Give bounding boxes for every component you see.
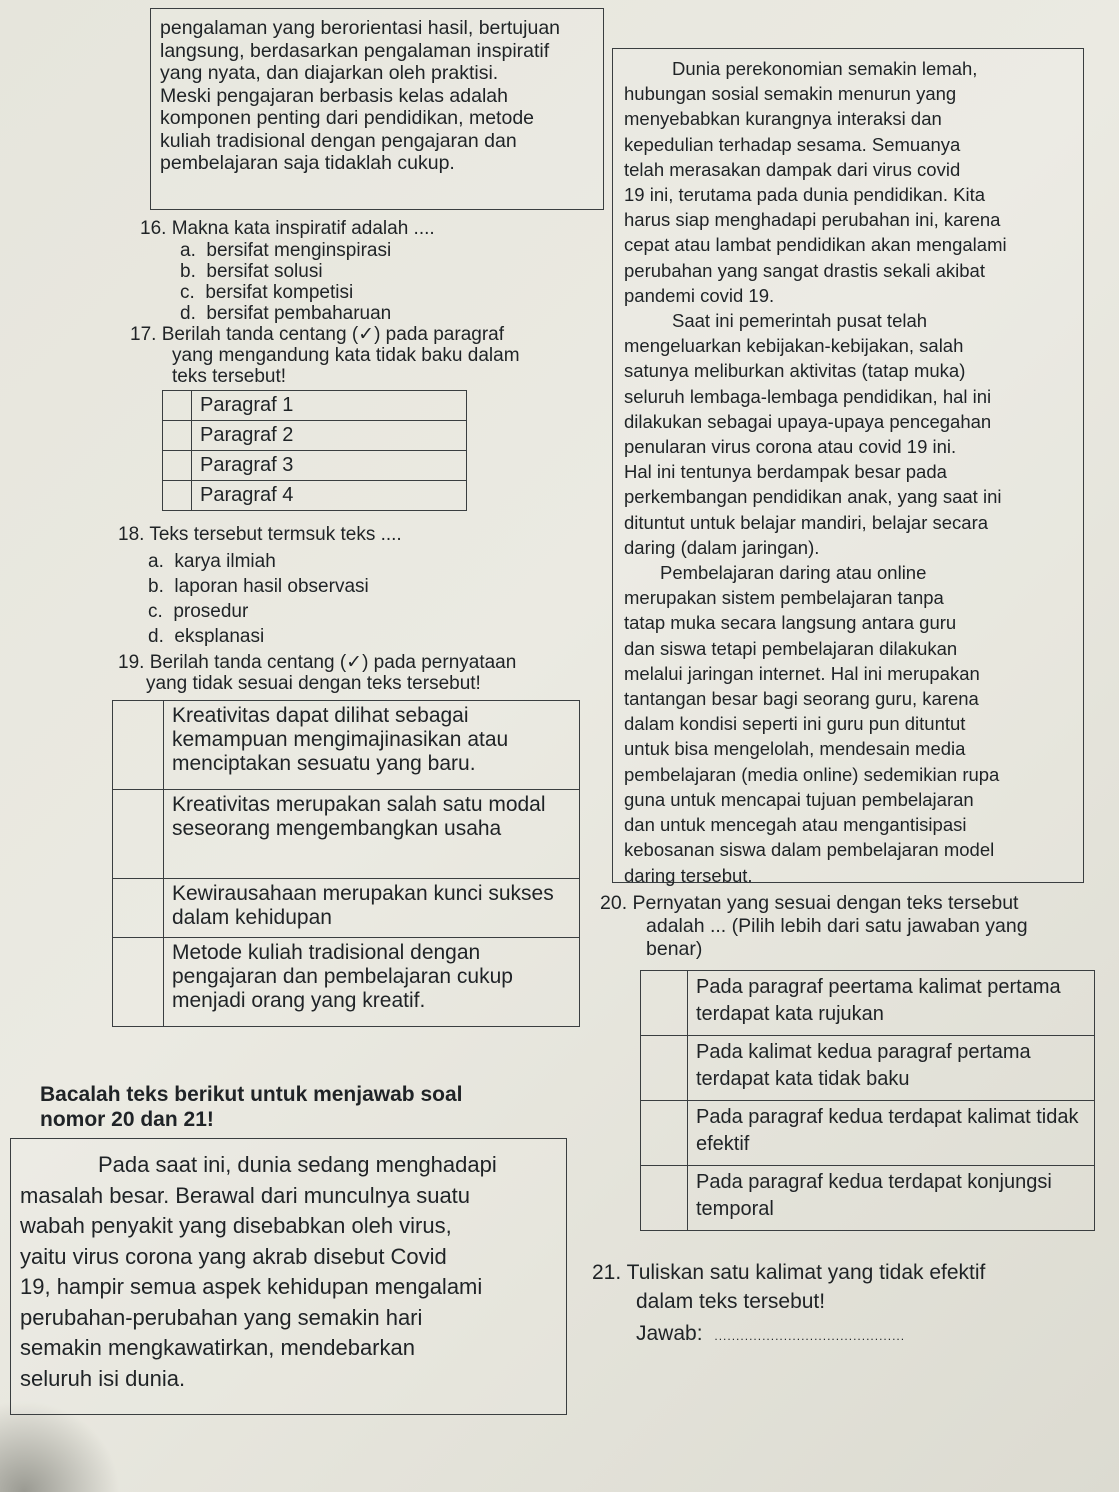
checkbox-cell[interactable]	[163, 481, 192, 511]
text-line: menyebabkan kurangnya interaksi dan	[624, 108, 942, 130]
text-line: Hal ini tentunya berdampak besar pada	[624, 461, 947, 483]
text-line: telah merasakan dampak dari virus covid	[624, 158, 961, 180]
reading-instruction	[40, 1082, 462, 1132]
question-17-stem	[130, 324, 610, 387]
text-line: masalah besar. Berawal dari munculnya suatu	[20, 1182, 471, 1208]
text-line: dilakukan sebagai upaya-upaya pencegahan	[624, 410, 992, 432]
row-label: Paragraf 4	[192, 481, 467, 511]
answer-blank[interactable]: ............................................	[714, 1329, 906, 1343]
row-statement: Kreativitas merupakan salah satu modal seseorang mengembangkan usaha	[164, 790, 580, 879]
text-line: cepat atau lambat pendidikan akan mengalami	[624, 234, 1007, 256]
stem-line: 21. Tuliskan satu kalimat yang tidak efektif	[592, 1261, 986, 1284]
table-row	[163, 451, 467, 481]
text-line: Meski pengajaran berbasis kelas adalah	[160, 84, 508, 107]
text-line: dan siswa tetapi pembelajaran dilakukan	[624, 637, 958, 659]
text-line: penularan virus corona atau covid 19 ini.	[624, 436, 957, 458]
text-line: mengeluarkan kebijakan-kebijakan, salah	[624, 335, 964, 357]
instruction-line: nomor 20 dan 21!	[40, 1108, 214, 1131]
text-line: Pembelajaran daring atau online	[660, 562, 927, 584]
text-line: harus siap menghadapi perubahan ini, karena	[624, 209, 1001, 231]
row-statement: Kewirausahaan merupakan kunci sukses dalam kehidupan	[164, 879, 580, 938]
question-18-option-d[interactable]: d. eksplanasi	[148, 626, 265, 647]
text-line: 19, hampir semua aspek kehidupan mengalami	[20, 1274, 483, 1299]
row-statement: Kreativitas dapat dilihat sebagai kemampuan mengimajinasikan atau menciptakan sesuatu yang baru.	[164, 701, 580, 790]
table-row	[641, 971, 1095, 1036]
text-line: wabah penyakit yang disebabkan oleh virus,	[20, 1213, 452, 1238]
text-line: Pada saat ini, dunia sedang menghadapi	[98, 1152, 497, 1177]
checkbox-cell[interactable]	[163, 451, 192, 481]
text-line: pembelajaran saja tidaklah cukup.	[160, 152, 455, 174]
text-line: perubahan yang sangat drastis sekali akibat	[624, 259, 985, 281]
text-line: Dunia perekonomian semakin lemah,	[672, 58, 978, 79]
table-row	[113, 938, 580, 1027]
stem-line: 19. Berilah tanda centang (✓) pada pernyataan	[118, 652, 517, 673]
question-19-table	[112, 700, 580, 1027]
text-line: perkembangan pendidikan anak, yang saat ini	[624, 486, 1002, 508]
row-label: Paragraf 1	[192, 391, 467, 421]
passage-bottom-left-text	[20, 1150, 560, 1394]
stem-line: yang tidak sesuai dengan teks tersebut!	[146, 673, 481, 694]
stem-line: 17. Berilah tanda centang (✓) pada paragraf	[130, 324, 504, 345]
table-row	[113, 790, 580, 879]
text-line: dituntut untuk belajar mandiri, belajar secara	[624, 511, 989, 533]
question-19-stem	[118, 652, 608, 694]
question-16-option-b[interactable]: b. bersifat solusi	[180, 261, 323, 282]
question-21-stem	[592, 1258, 1112, 1316]
checkbox-cell[interactable]	[641, 1036, 688, 1101]
question-16-stem: 16. Makna kata inspiratif adalah ....	[140, 218, 435, 239]
text-line: semakin mengkawatirkan, mendebarkan	[20, 1335, 415, 1360]
row-label: Paragraf 3	[192, 451, 467, 481]
answer-label: Jawab:	[636, 1322, 703, 1345]
text-line: tatap muka secara langsung antara guru	[624, 612, 957, 634]
question-16-option-a[interactable]: a. bersifat menginspirasi	[180, 240, 392, 261]
text-line: Saat ini pemerintah pusat telah	[672, 310, 928, 332]
text-line: untuk bisa mengelolah, mendesain media	[624, 738, 966, 760]
text-line: komponen penting dari pendidikan, metode	[160, 107, 535, 129]
text-line: hubungan sosial semakin menurun yang	[624, 83, 957, 105]
text-line: perubahan-perubahan yang semakin hari	[20, 1304, 423, 1330]
instruction-line: Bacalah teks berikut untuk menjawab soal	[40, 1083, 463, 1106]
question-20-stem	[600, 892, 1100, 961]
text-line: daring tersebut.	[624, 864, 753, 886]
text-line: melalui jaringan internet. Hal ini merupakan	[624, 662, 980, 684]
text-line: kepedulian terhadap sesama. Semuanya	[624, 133, 961, 155]
table-row	[163, 481, 467, 511]
row-statement: Pada paragraf peertama kalimat pertama terdapat kata rujukan	[688, 971, 1095, 1036]
text-line: yaitu virus corona yang akrab disebut Covid	[20, 1243, 447, 1269]
text-line: 19 ini, terutama pada dunia pendidikan. Kita	[624, 184, 986, 206]
passage-top-left-text	[160, 17, 600, 175]
text-line: langsung, berdasarkan pengalaman inspiratif	[160, 39, 550, 62]
question-21-answer	[636, 1322, 905, 1348]
stem-line: yang mengandung kata tidak baku dalam	[172, 345, 520, 366]
text-line: kebosanan siswa dalam pembelajaran model	[624, 839, 995, 861]
checkbox-cell[interactable]	[113, 701, 164, 790]
text-line: pandemi covid 19.	[624, 284, 775, 306]
question-18-option-b[interactable]: b. laporan hasil observasi	[148, 576, 369, 597]
text-line: satunya meliburkan aktivitas (tatap muka)	[624, 360, 966, 382]
text-line: yang nyata, dan diajarkan oleh praktisi.	[160, 62, 499, 84]
checkbox-cell[interactable]	[641, 971, 688, 1036]
checkbox-cell[interactable]	[641, 1101, 688, 1166]
row-statement: Pada kalimat kedua paragraf pertama terdapat kata tidak baku	[688, 1036, 1095, 1101]
table-row	[641, 1166, 1095, 1231]
checkbox-cell[interactable]	[163, 391, 192, 421]
text-line: pembelajaran (media online) sedemikian rupa	[624, 763, 1000, 785]
text-line: seluruh lembaga-lembaga pendidikan, hal ini	[624, 385, 992, 407]
stem-line: teks tersebut!	[172, 366, 287, 387]
stem-line: 20. Pernyatan yang sesuai dengan teks tersebut	[600, 892, 1019, 914]
stem-line: benar)	[646, 938, 703, 960]
question-17-table	[162, 390, 467, 511]
question-16-option-d[interactable]: d. bersifat pembaharuan	[180, 303, 392, 324]
text-line: guna untuk mencapai tujuan pembelajaran	[624, 788, 974, 810]
stem-line: adalah ... (Pilih lebih dari satu jawaban yang	[646, 915, 1028, 937]
table-row	[113, 701, 580, 790]
question-18-option-a[interactable]: a. karya ilmiah	[148, 551, 276, 572]
question-18-stem: 18. Teks tersebut termsuk teks ....	[118, 524, 402, 545]
question-16-option-c[interactable]: c. bersifat kompetisi	[180, 282, 354, 303]
text-line: kuliah tradisional dengan pengajaran dan	[160, 129, 517, 152]
question-18-option-c[interactable]: c. prosedur	[148, 601, 249, 622]
text-line: dalam kondisi seperti ini guru pun dituntut	[624, 713, 966, 735]
checkbox-cell[interactable]	[641, 1166, 688, 1231]
table-row	[641, 1036, 1095, 1101]
row-label: Paragraf 2	[192, 421, 467, 451]
text-line: seluruh isi dunia.	[20, 1365, 186, 1391]
table-row	[163, 421, 467, 451]
table-row	[641, 1101, 1095, 1166]
text-line: dan untuk mencegah atau mengantisipasi	[624, 814, 967, 836]
text-line: pengalaman yang berorientasi hasil, bertujuan	[160, 17, 561, 39]
table-row	[113, 879, 580, 938]
row-statement: Pada paragraf kedua terdapat konjungsi temporal	[688, 1166, 1095, 1231]
checkbox-cell[interactable]	[163, 421, 192, 451]
question-20-table	[640, 970, 1095, 1231]
passage-right-text	[624, 56, 1076, 888]
text-line: tantangan besar bagi seorang guru, karena	[624, 688, 979, 710]
checkbox-cell[interactable]	[113, 938, 164, 1027]
checkbox-cell[interactable]	[113, 879, 164, 938]
row-statement: Pada paragraf kedua terdapat kalimat tidak efektif	[688, 1101, 1095, 1166]
checkbox-cell[interactable]	[113, 790, 164, 879]
row-statement: Metode kuliah tradisional dengan pengajaran dan pembelajaran cukup menjadi orang yang kreatif.	[164, 938, 580, 1027]
table-row	[163, 391, 467, 421]
text-line: merupakan sistem pembelajaran tanpa	[624, 587, 944, 609]
text-line: daring (dalam jaringan).	[624, 536, 820, 558]
stem-line: dalam teks tersebut!	[636, 1290, 826, 1313]
